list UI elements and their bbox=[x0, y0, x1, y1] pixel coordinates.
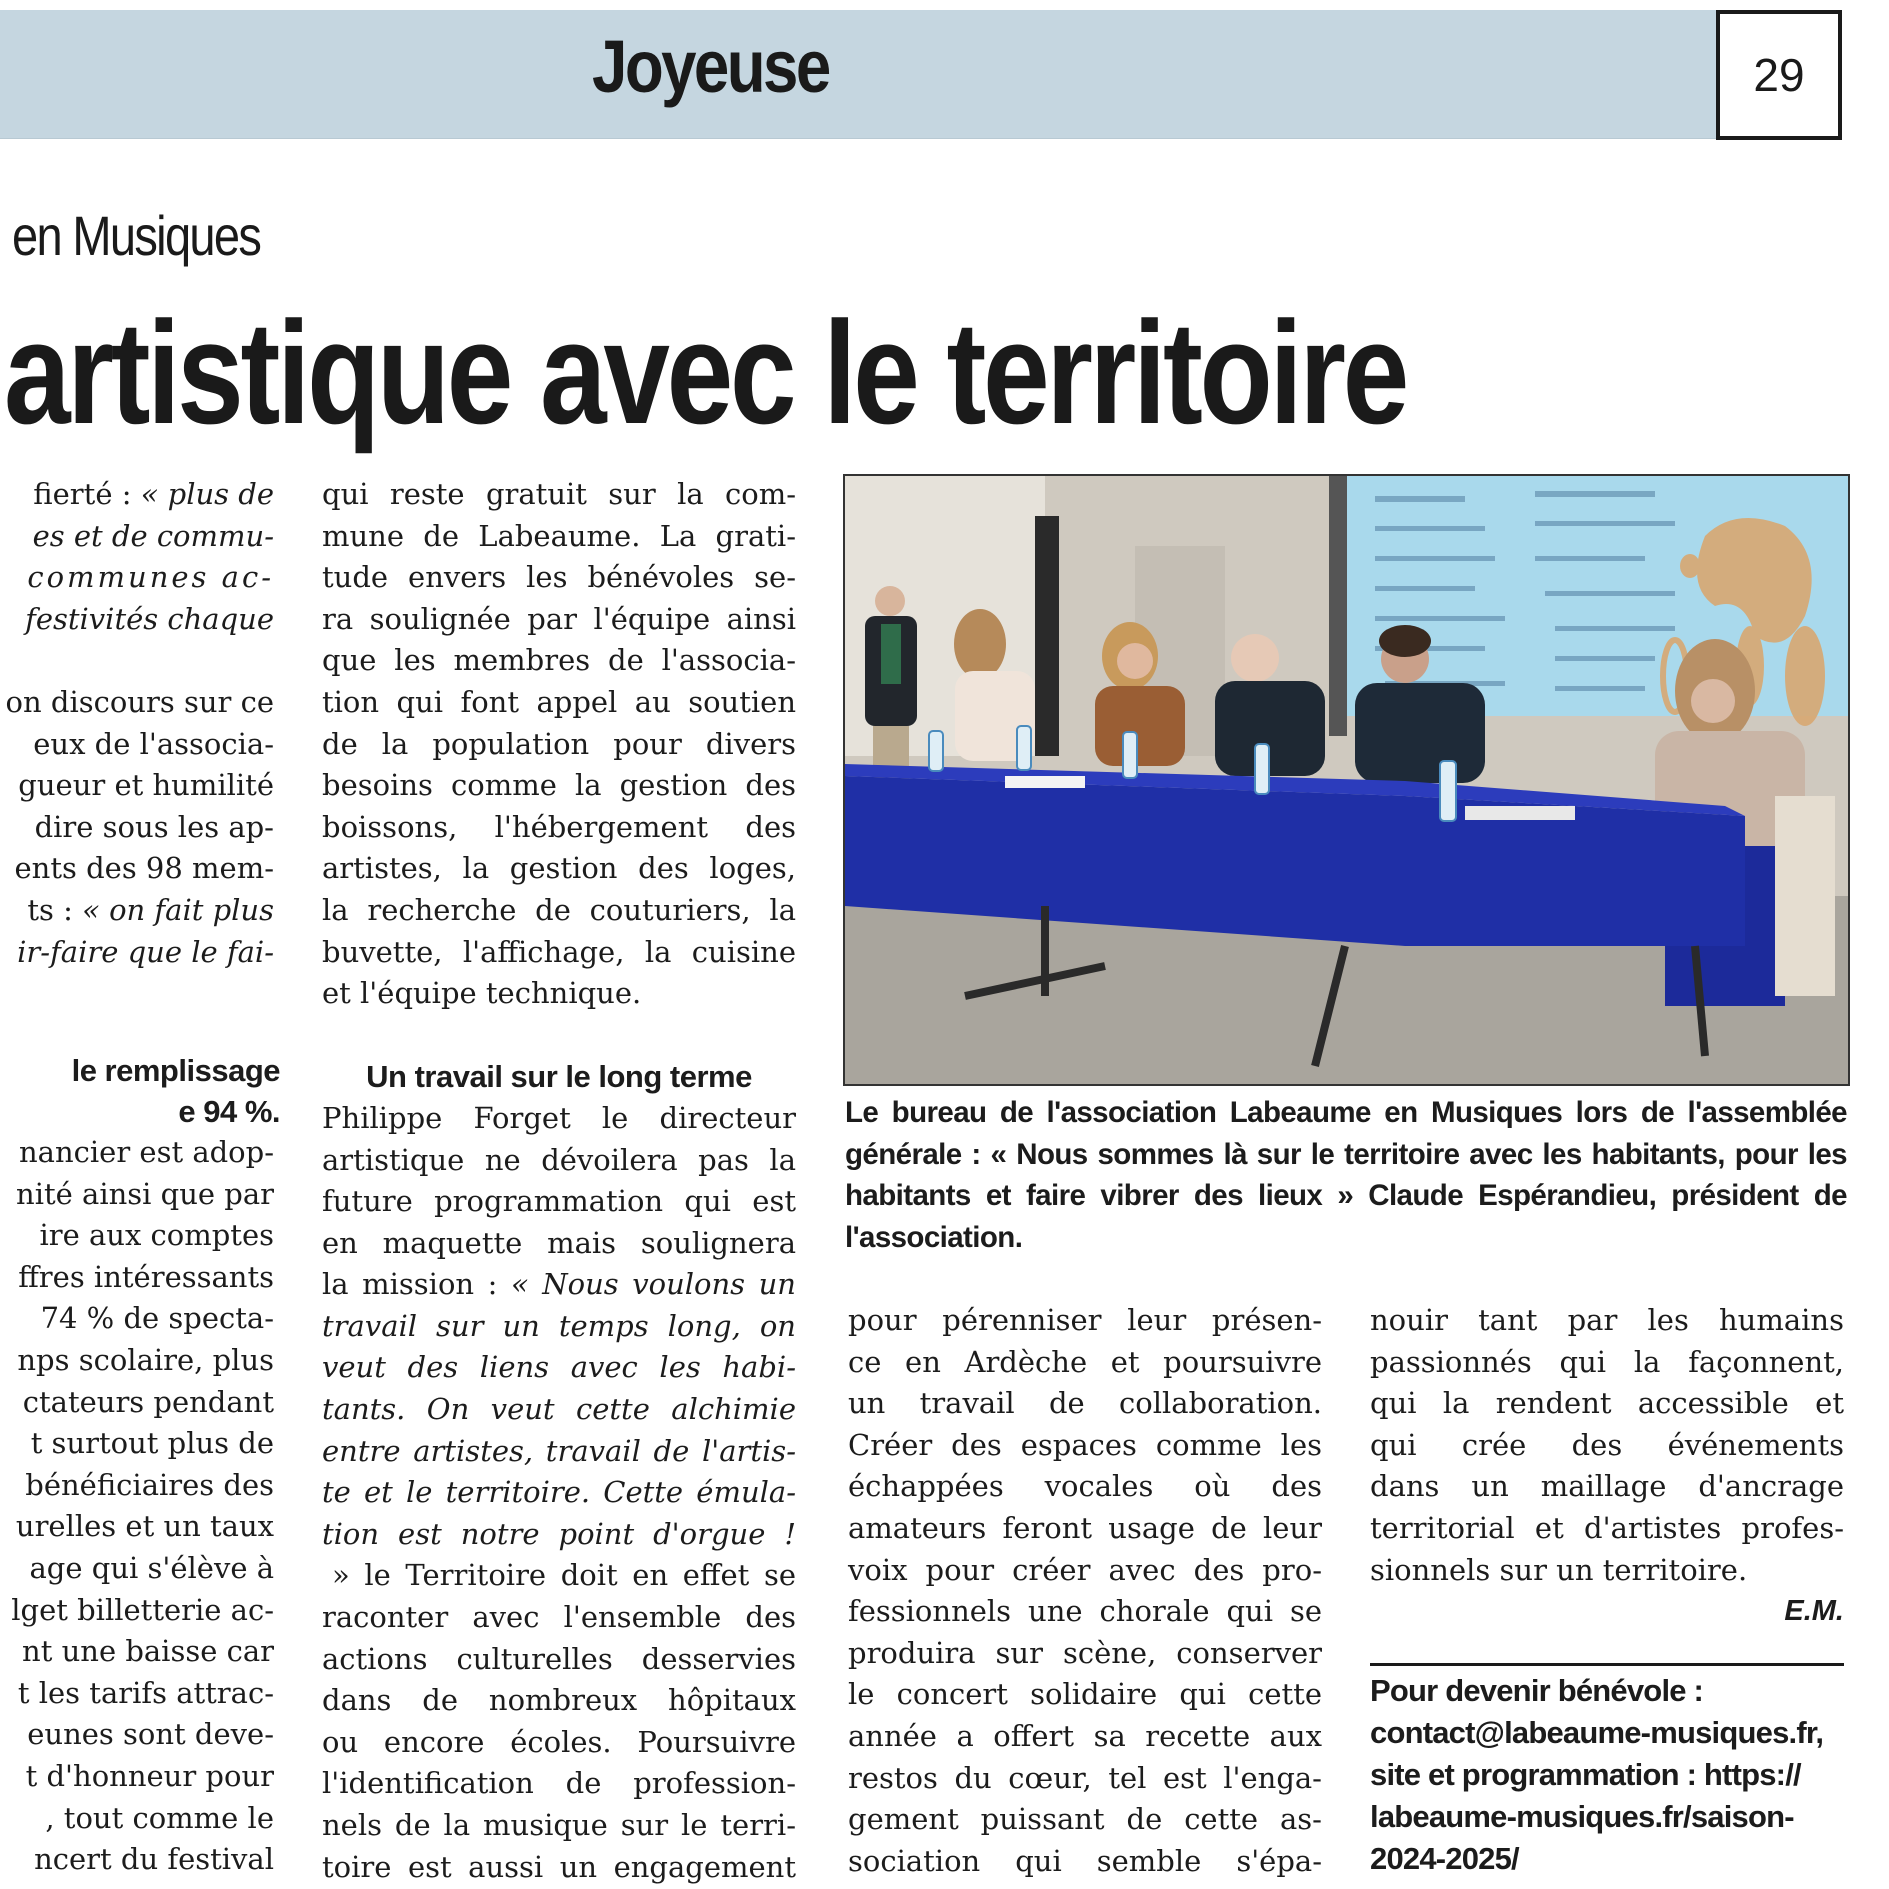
text-line: qui la rendent accessible et bbox=[1370, 1386, 1844, 1421]
infobox-divider bbox=[1370, 1663, 1844, 1666]
text-line: ents des 98 mem- bbox=[14, 851, 274, 886]
text-line: bénéficiaires des bbox=[25, 1467, 274, 1502]
text-line: un travail de collaboration. bbox=[848, 1386, 1322, 1421]
photo-caption bbox=[845, 1092, 1847, 1258]
text-line: sociation qui semble s'épa- bbox=[848, 1843, 1322, 1878]
text-line: nancier est adop- bbox=[19, 1135, 274, 1169]
text-line: communes ac- bbox=[27, 560, 274, 595]
text-line: qui reste gratuit sur la com- bbox=[322, 477, 796, 511]
subhead-line: le remplissage bbox=[71, 1053, 280, 1088]
caption-line: générale : « Nous sommes là sur le territoire avec les habitants, pour les bbox=[845, 1137, 1847, 1171]
text-line: artistes, la gestion des loges, bbox=[322, 851, 796, 886]
text-line: de la population pour divers bbox=[322, 726, 796, 761]
text-line: que les membres de l'associa- bbox=[322, 643, 796, 678]
text-line: territorial et d'artistes profes- bbox=[1370, 1510, 1844, 1545]
quote-line: entre artistes, travail de l'artis- bbox=[322, 1433, 796, 1468]
quote-line: tion est notre point d'orgue ! bbox=[322, 1516, 796, 1551]
text-line: future programmation qui est bbox=[322, 1184, 796, 1219]
text-line: mune de Labeaume. La grati- bbox=[322, 518, 796, 553]
blank-line bbox=[322, 1015, 796, 1057]
text-line: fessionnels une chorale qui se bbox=[848, 1594, 1322, 1629]
page-number: 29 bbox=[1753, 49, 1805, 101]
text-line: le concert solidaire qui cette bbox=[848, 1677, 1322, 1712]
contact-email-link[interactable]: contact@labeaume-musiques.fr, bbox=[1370, 1715, 1824, 1750]
text-line: ire aux comptes bbox=[39, 1218, 274, 1253]
text-line: eux de l'associa- bbox=[33, 726, 274, 761]
text-line: age qui s'élève à bbox=[29, 1550, 274, 1585]
infobox-text[interactable]: site et programmation : https:// bbox=[1370, 1757, 1801, 1792]
text-line: et l'équipe technique. bbox=[322, 976, 642, 1011]
text-line: t surtout plus de bbox=[30, 1426, 274, 1461]
text-line: toire est aussi un engagement bbox=[322, 1849, 796, 1884]
text-line: es et de commu- bbox=[32, 518, 274, 553]
meeting-photo-illustration bbox=[845, 476, 1848, 1084]
text-line: besoins comme la gestion des bbox=[322, 768, 796, 803]
text-line: urelles et un taux bbox=[15, 1509, 274, 1544]
text-line: année a offert sa recette aux bbox=[848, 1718, 1322, 1753]
text-line: , tout comme le bbox=[45, 1800, 274, 1835]
text-line: qui crée des événements bbox=[1370, 1427, 1844, 1462]
blank-line bbox=[0, 640, 274, 682]
text-line: lget billetterie ac- bbox=[11, 1592, 274, 1627]
text-line: Créer des espaces comme les bbox=[848, 1427, 1322, 1462]
text-line: dans de nombreux hôpitaux bbox=[322, 1683, 796, 1718]
website-link-continued[interactable]: 2024-2025/ bbox=[1370, 1841, 1519, 1876]
quote-line: veut des liens avec les habi- bbox=[322, 1350, 796, 1385]
text-line: gement puissant de cette as- bbox=[848, 1802, 1322, 1837]
text-line: en maquette mais soulignera bbox=[322, 1225, 796, 1260]
caption-line: habitants et faire vibrer des lieux » Claude Espérandieu, président de bbox=[845, 1179, 1847, 1213]
column-1-subhead bbox=[0, 1050, 280, 1132]
article-column-1-continued bbox=[0, 1132, 274, 1881]
text-line: la recherche de couturiers, la bbox=[322, 892, 796, 927]
text-line: ts : « on fait plus bbox=[27, 892, 274, 927]
text-line: raconter avec l'ensemble des bbox=[322, 1600, 796, 1635]
article-photo bbox=[843, 474, 1850, 1086]
quote-line: tants. On veut cette alchimie bbox=[322, 1392, 796, 1427]
infobox-title: Pour devenir bénévole : bbox=[1370, 1673, 1704, 1708]
text-line: ce en Ardèche et poursuivre bbox=[848, 1344, 1322, 1379]
text-line: tion qui font appel au soutien bbox=[322, 684, 796, 719]
volunteer-infobox bbox=[1370, 1670, 1850, 1880]
text-line: restos du cœur, tel est l'enga- bbox=[848, 1760, 1322, 1795]
text-line: ra soulignée par l'équipe ainsi bbox=[322, 601, 796, 636]
text-line: nouir tant par les humains bbox=[1370, 1303, 1844, 1337]
column-2-subhead: Un travail sur le long terme bbox=[366, 1059, 752, 1095]
text-line: eunes sont deve- bbox=[27, 1717, 274, 1752]
article-column-2 bbox=[322, 474, 796, 1888]
caption-line: Le bureau de l'association Labeaume en Musiques lors de l'assemblée bbox=[845, 1096, 1847, 1129]
article-headline: artistique avec le territoire bbox=[4, 291, 1407, 454]
article-column-3 bbox=[848, 1300, 1322, 1882]
papers bbox=[1465, 806, 1575, 820]
text-line: échappées vocales où des bbox=[848, 1469, 1322, 1504]
section-header-bar bbox=[0, 10, 1716, 139]
text-line: la mission : « Nous voulons un bbox=[322, 1267, 796, 1302]
doorframe bbox=[1035, 516, 1059, 756]
text-line: Philippe Forget le directeur bbox=[322, 1100, 796, 1135]
text-line: t d'honneur pour bbox=[25, 1758, 274, 1793]
article-byline: E.M. bbox=[1784, 1595, 1844, 1628]
text-line: dans un maillage d'ancrage bbox=[1370, 1469, 1844, 1504]
text-line: boissons, l'hébergement des bbox=[322, 809, 796, 844]
text-line: tude envers les bénévoles se- bbox=[322, 560, 796, 595]
text-line: passionnés qui la façonnent, bbox=[1370, 1344, 1844, 1379]
text-line: » le Territoire doit en effet se bbox=[332, 1558, 796, 1593]
chair bbox=[1775, 796, 1835, 996]
text-line: gueur et humilité bbox=[18, 768, 274, 803]
quote-line: travail sur un temps long, on bbox=[322, 1308, 796, 1343]
text-line: dire sous les ap- bbox=[34, 809, 274, 844]
screen-edge bbox=[1329, 476, 1347, 736]
text-line: l'identification de profession- bbox=[322, 1766, 796, 1801]
text-line: ffres intéressants bbox=[18, 1259, 274, 1294]
text-line: produira sur scène, conserver bbox=[848, 1635, 1322, 1670]
text-line: amateurs feront usage de leur bbox=[848, 1510, 1322, 1545]
article-column-4 bbox=[1370, 1300, 1844, 1633]
text-line: buvette, l'affichage, la cuisine bbox=[322, 934, 796, 969]
text-line: nps scolaire, plus bbox=[17, 1342, 274, 1377]
quote-line: te et le territoire. Cette émula- bbox=[322, 1475, 796, 1510]
text-line: 74 % de specta- bbox=[40, 1301, 274, 1336]
text-line: fierté : « plus de bbox=[33, 477, 274, 511]
text-line: nels de la musique sur le terri- bbox=[322, 1808, 796, 1842]
text-line: nité ainsi que par bbox=[16, 1176, 274, 1211]
website-link[interactable]: labeaume-musiques.fr/saison- bbox=[1370, 1799, 1794, 1834]
caption-line: l'association. bbox=[845, 1220, 1023, 1254]
papers bbox=[1005, 776, 1085, 788]
text-line: festivités chaque bbox=[25, 601, 274, 636]
text-line: ctateurs pendant bbox=[22, 1384, 274, 1419]
text-line: nt une baisse car bbox=[22, 1634, 274, 1669]
text-line: ncert du festival bbox=[34, 1842, 274, 1877]
text-line: on discours sur ce bbox=[5, 684, 274, 719]
text-line: ou encore écoles. Poursuivre bbox=[322, 1724, 796, 1759]
text-line: voix pour créer avec des pro- bbox=[848, 1552, 1322, 1587]
text-line: ir-faire que le fai- bbox=[17, 934, 274, 969]
section-title: Joyeuse bbox=[592, 25, 829, 108]
text-line: artistique ne dévoilera pas la bbox=[322, 1142, 796, 1177]
article-kicker: en Musiques bbox=[12, 204, 261, 267]
text-line: pour pérenniser leur présen- bbox=[848, 1303, 1322, 1337]
text-line: actions culturelles desservies bbox=[322, 1641, 796, 1676]
page-number-box bbox=[1716, 10, 1842, 140]
text-line: t les tarifs attrac- bbox=[17, 1675, 274, 1710]
article-column-1 bbox=[0, 474, 274, 973]
text-line: sionnels sur un territoire. bbox=[1370, 1552, 1748, 1587]
subhead-line: e 94 %. bbox=[178, 1094, 280, 1129]
